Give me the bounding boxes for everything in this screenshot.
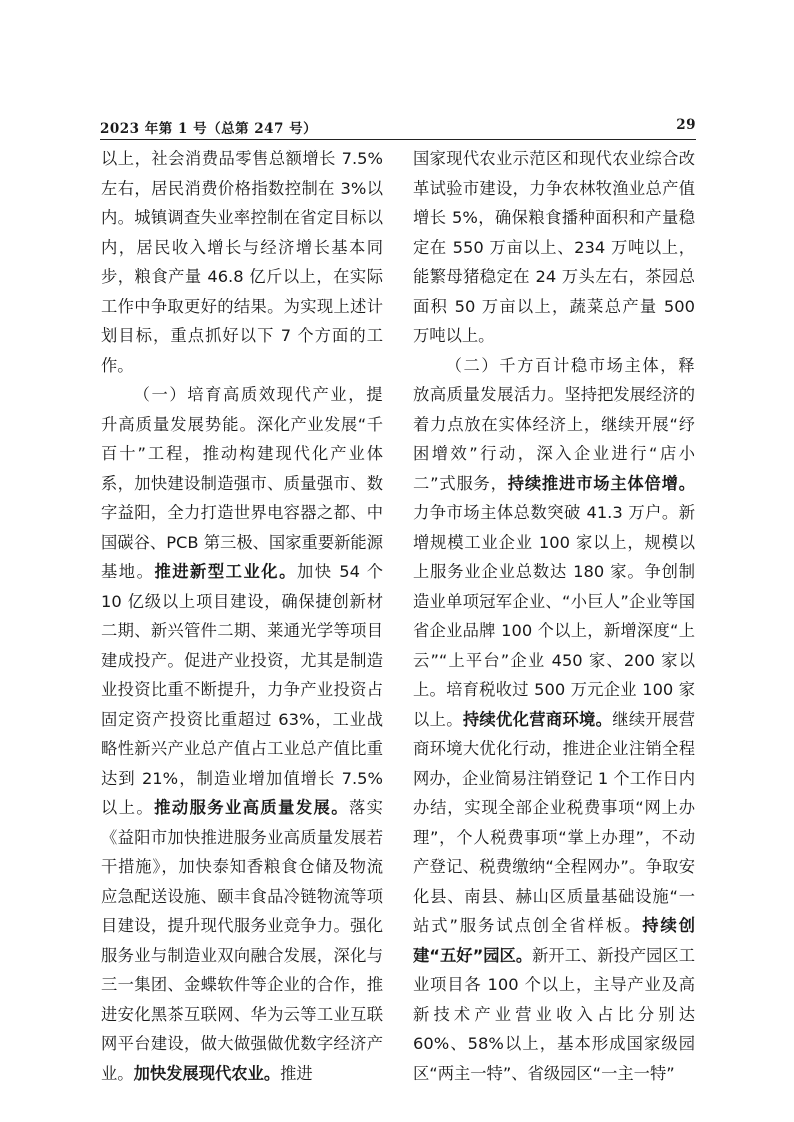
section-one-title: （一）培育高质效现代产业，提升高质量发展势能。 [101,385,383,434]
section-one-text-b: 加快 54 个 10 亿级以上项目建设，确保捷创新材二期、新兴管件二期、莱通光学等项目建成投产。促进产业投资，尤其是制造业投资比重不断提升，力争产业投资占固定资产投资比重超过 63%，工业战略性新兴产业总产值占工业总产值比重达到 21%，制造业增加值增长 7.5%以上。 [101,562,383,817]
running-header [100,112,696,138]
section-one-bold-3: 加快发展现代农业。 [133,1063,281,1083]
page-number: 29 [676,117,696,133]
section-one-text-a: 深化产业发展“千百十”工程，推动构建现代化产业体系，加快建设制造强市、质量强市、数字益阳，全力打造世界电容器之都、中国碳谷、PCB 第三极、国家重要新能源基地。 [101,414,383,581]
section-two-text-b: 力争市场主体总数突破 41.3 万户。新增规模工业企业 100 家以上，规模以上服务业企业总数达 180 家。争创制造业单项冠军企业、“小巨人”企业等国省企业品牌 100 个以上，新增深度“上云”“上平台”企业 450 家、200 家以上。培育税收过 500 万元企业 100 家以上。 [413,503,695,729]
section-two-bold-3: 持续创建“五好”园区。 [413,916,695,965]
section-two-title: （二）千方百计稳市场主体，释放高质量发展活力。 [413,355,695,404]
intro-text: 以上，社会消费品零售总额增长 7.5%左右，居民消费价格指数控制在 3%以内。城镇调查失业率控制在省定目标以内，居民收入增长与经济增长基本同步，粮食产量 46.8 亿斤以上，在实际工作中争取更好的结果。为实现上述计划目标，重点抓好以下 7 个方面的工作。 [101,149,383,375]
section-one-bold-1: 推进新型工业化。 [154,562,297,581]
intro-paragraph [101,144,383,380]
section-one-bold-2: 推动服务业高质量发展。 [154,798,349,817]
section-two-paragraph [413,351,695,1089]
issue-label: 2023 年第 1 号（总第 247 号） [100,121,318,137]
left-column [101,144,383,1088]
section-two-text-a: 坚持把发展经济的着力点放在实体经济上，继续开展“纾困增效”行动，深入企业进行“店小二”式服务， [413,385,695,493]
agriculture-paragraph [413,144,695,351]
section-two-text-d: 新开工、新投产园区工业项目各 100 个以上，主导产业及高新技术产业营业收入占比分别达 60%、58%以上，基本形成国家级园区“两主一特”、省级园区“一主一特” [413,945,695,1083]
section-two-bold-2: 持续优化营商环境。 [462,709,613,729]
section-two-text-c: 继续开展营商环境大优化行动，推进企业注销全程网办，企业简易注销登记 1 个工作日内办结，实现全部企业税费事项“网上办理”，个人税费事项“掌上办理”，不动产登记、税费缴纳“全程网办”。争取安化县、南县、赫山区质量基础设施“一站式”服务试点创全省样板。 [413,709,695,935]
section-one-paragraph [101,380,383,1088]
right-column [413,144,695,1088]
section-one-text-d: 推进 [280,1063,313,1083]
section-two-bold-1: 持续推进市场主体倍增。 [507,473,695,493]
agriculture-text: 国家现代农业示范区和现代农业综合改革试验市建设，力争农林牧渔业总产值增长 5%，确保粮食播种面积和产量稳定在 550 万亩以上、234 万吨以上，能繁母猪稳定在 24 万头左右，茶园总面积 50 万亩以上，蔬菜总产量 500 万吨以上。 [413,149,695,345]
header-rule [100,139,696,140]
section-one-text-c: 落实《益阳市加快推进服务业高质量发展若干措施》，加快泰知香粮食仓储及物流应急配送设施、颐丰食品冷链物流等项目建设，提升现代服务业竞争力。强化服务业与制造业双向融合发展，深化与三一集团、金蝶软件等企业的合作，推进安化黑茶互联网、华为云等工业互联网平台建设，做大做强做优数字经济产业。 [101,798,383,1083]
